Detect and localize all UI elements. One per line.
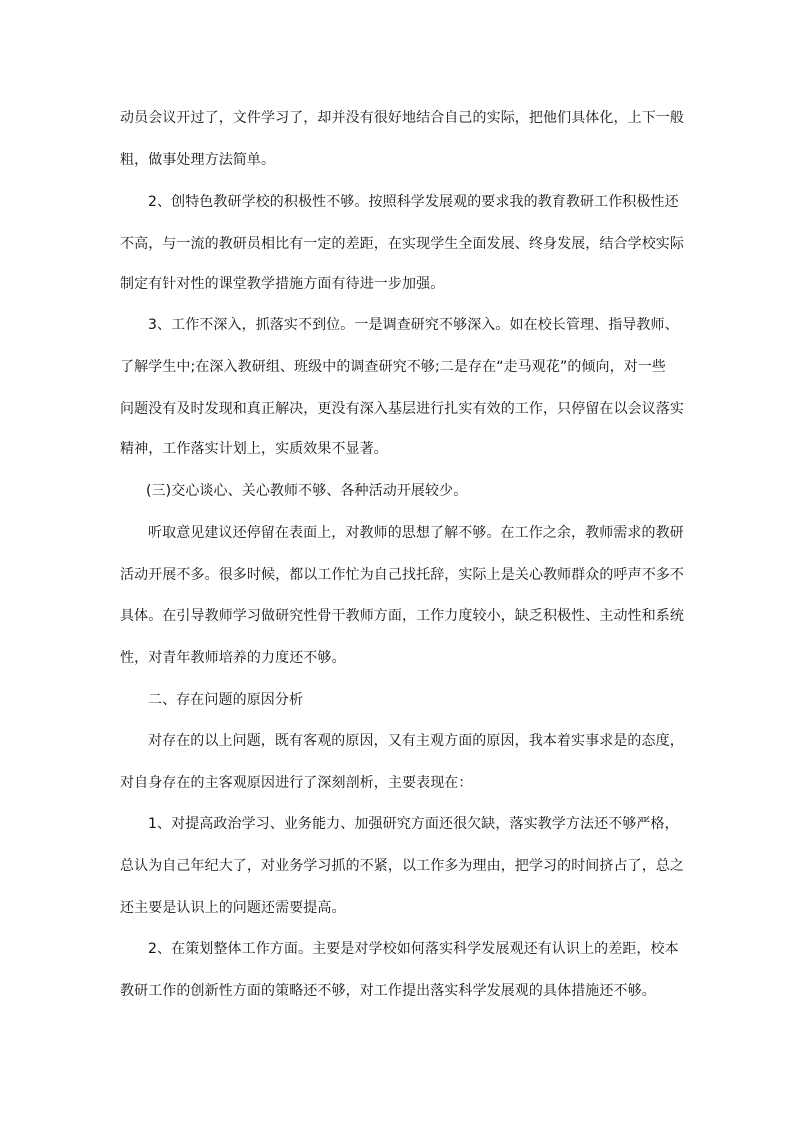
text-line: 具体。在引导教师学习做研究性骨干教师方面，工作力度较小，缺乏积极性、主动性和系统 xyxy=(120,608,684,624)
section-heading: 二、存在问题的原因分析 xyxy=(148,692,304,708)
text-line: 制定有针对性的课堂教学措施方面有待进一步加强。 xyxy=(120,276,445,292)
text-line: 不高，与一流的教研员相比有一定的差距，在实现学生全面发展、终身发展，结合学校实际 xyxy=(120,236,684,252)
text-line: 了解学生中;在深入教研组、班级中的调查研究不够;二是存在“走马观花”的倾向，对一些 xyxy=(120,359,667,375)
text-line: 对存在的以上问题，既有客观的原因，又有主观方面的原因，我本着实事求是的态度， xyxy=(148,733,684,749)
text-line: 3、工作不深入，抓落实不到位。一是调查研究不够深入。如在校长管理、指导教师、 xyxy=(148,317,679,333)
text-line: 活动开展不多。很多时候，都以工作忙为自己找托辞，实际上是关心教师群众的呼声不多不 xyxy=(120,567,684,583)
text-line: 听取意见建议还停留在表面上，对教师的思想了解不够。在工作之余，教师需求的教研 xyxy=(148,525,684,541)
text-line: 精神，工作落实计划上，实质效果不显著。 xyxy=(120,441,388,457)
text-line: 性，对青年教师培养的力度还不够。 xyxy=(120,650,346,666)
text-line: (三)交心谈心、关心教师不够、各种活动开展较少。 xyxy=(146,483,468,499)
text-line: 总认为自己年纪大了，对业务学习抓的不紧，以工作多为理由，把学习的时间挤占了，总之 xyxy=(120,858,684,874)
text-line: 教研工作的创新性方面的策略还不够，对工作提出落实科学发展观的具体措施还不够。 xyxy=(120,983,656,999)
text-line: 2、创特色教研学校的积极性不够。按照科学发展观的要求我的教育教研工作积极性还 xyxy=(148,194,679,210)
text-line: 2、在策划整体工作方面。主要是对学校如何落实科学发展观还有认识上的差距，校本 xyxy=(148,941,679,957)
text-line: 动员会议开过了，文件学习了，却并没有很好地结合自己的实际，把他们具体化，上下一般 xyxy=(120,110,684,126)
text-line: 1、对提高政治学习、业务能力、加强研究方面还很欠缺，落实教学方法还不够严格， xyxy=(148,816,679,832)
text-line: 粗，做事处理方法简单。 xyxy=(120,152,276,168)
text-line: 还主要是认识上的问题还需要提高。 xyxy=(120,900,346,916)
text-line: 问题没有及时发现和真正解决，更没有深入基层进行扎实有效的工作，只停留在以会议落实 xyxy=(120,401,684,417)
text-line: 对自身存在的主客观原因进行了深刻剖析，主要表现在： xyxy=(120,775,473,791)
